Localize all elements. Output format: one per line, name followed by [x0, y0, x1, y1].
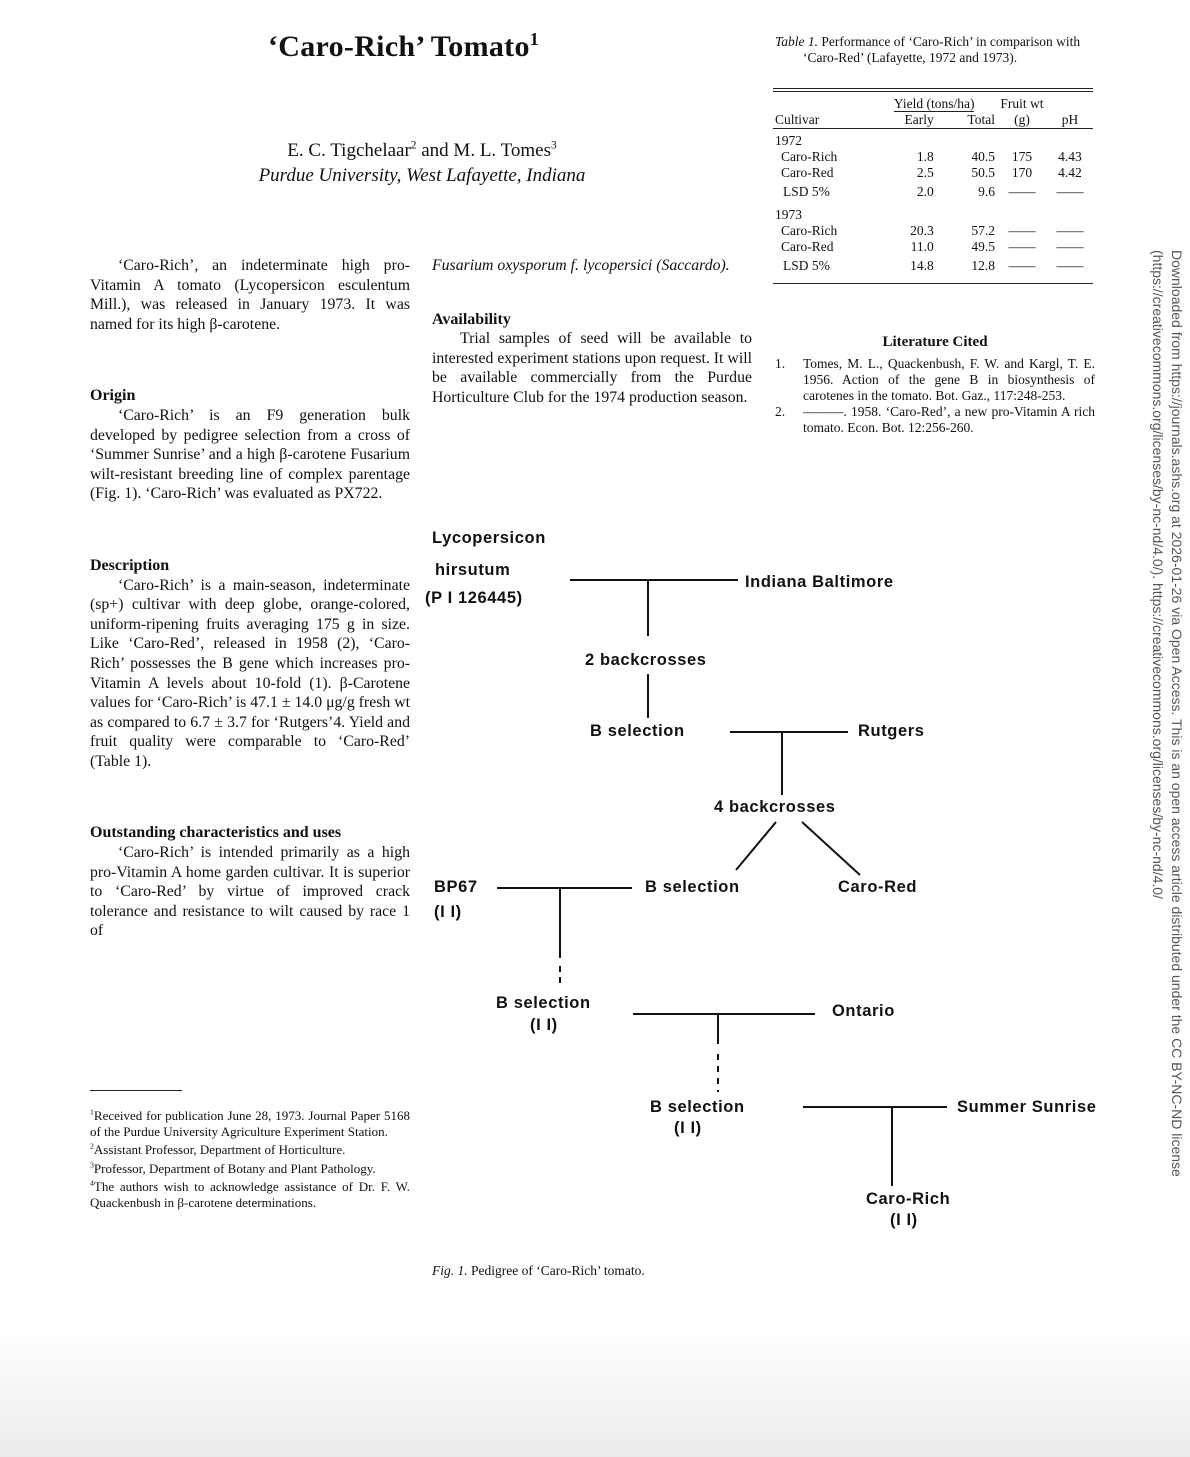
label-bp67-generation: (I I) [434, 903, 462, 921]
table-cell: 12.8 [971, 258, 995, 273]
table-cell: 175 [1011, 149, 1033, 164]
table-cell: Caro-Rich [781, 223, 838, 238]
table-cell: 49.5 [971, 239, 995, 254]
table-cell: LSD 5% [783, 258, 830, 273]
intro-paragraph: ‘Caro-Rich’, an indeterminate high pro-Vitamin A tomato (Lycopersicon esculentum Mill.), was released in January 1973. It was named for its high β-carotene. [90, 257, 410, 333]
label-2-backcrosses: 2 backcrosses [585, 651, 707, 669]
description-paragraph: ‘Caro-Rich’ is a main-season, indeterminate (sp+) cultivar with deep globe, orange-colored, uniform-ripening fruits averaging 175 g in size. Like ‘Caro-Red’, released in 1958 (2), ‘Caro-Rich’ possesses the B gene which increases pro-Vitamin A levels about 10-fold (1). β-Carotene values for ‘Caro-Rich’ is 47.1 ± 14.0 μg/g fresh wt as compared to 6.7 ± 3.7 for ‘Rutgers’4. Yield and fruit quality were comparable to ‘Caro-Red’ (Table 1). [90, 576, 410, 770]
header-cultivar: Cultivar [775, 112, 820, 127]
table-cell: 4.42 [1058, 165, 1082, 180]
year-label: 1972 [775, 133, 802, 148]
label-lycopersicon: Lycopersicon [432, 529, 546, 547]
table-cell: 9.6 [978, 184, 995, 199]
table-cell: 57.2 [971, 223, 995, 238]
label-b-selection-3-generation: (I I) [530, 1016, 558, 1034]
header-ph: pH [1061, 112, 1079, 127]
table-cell: —— [1056, 258, 1084, 273]
label-rutgers: Rutgers [858, 722, 925, 740]
table-cell: 20.3 [910, 223, 934, 238]
label-pi-126445: (P I 126445) [425, 589, 523, 607]
label-indiana-baltimore: Indiana Baltimore [745, 573, 894, 591]
download-notice: Downloaded from https://journals.ashs.org at 2026-01-26 via Open Access. This is an open access article distributed under the CC BY-NC-ND license (https://creativecommons.org/licenses/by-nc-nd/4.0/). https://creativecommons.org/licenses/by-nc-nd/4.0/ [1150, 250, 1185, 1177]
table-cell: LSD 5% [783, 184, 830, 199]
footnote-4: $^4$The authors wish to acknowledge assistance of Dr. F. W. Quackenbush in β-carotene determinations. [90, 1178, 410, 1210]
yield-group-header: Yield (tons/ha) [893, 96, 975, 111]
table-cell: —— [1056, 223, 1084, 238]
table-cell: Caro-Rich [781, 149, 838, 164]
footnotes [90, 1108, 410, 1213]
table-cell: Caro-Red [781, 239, 834, 254]
table-cell: —— [1008, 258, 1036, 273]
footnote-1: $^1$Received for publication June 28, 1973. Journal Paper 5168 of the Purdue University Agriculture Experiment Station. [90, 1107, 410, 1139]
header-fruit-wt: Fruit wt (g) [1000, 96, 1044, 127]
table-cell: 14.8 [910, 258, 934, 273]
table-cell: —— [1008, 223, 1036, 238]
year-label: 1973 [775, 207, 802, 222]
availability-paragraph: Trial samples of seed will be available to interested experiment stations upon request. It will be available commercially from the Purdue Horticulture Club for the 1974 production season. [432, 330, 752, 406]
header-total: Total [967, 112, 995, 127]
table-cell: 170 [1011, 165, 1033, 180]
table-cell: 2.5 [916, 165, 934, 180]
header-early: Early [904, 112, 934, 127]
availability-heading: Availability [432, 310, 511, 328]
table-cell: 2.0 [916, 184, 934, 199]
table-caption: Table 1. Performance of ‘Caro-Rich’ in comparison with ‘Caro-Red’ (Lafayette, 1972 and 1973). [775, 34, 1081, 65]
continued-text: Fusarium oxysporum f. lycopersici (Saccardo). [432, 257, 730, 274]
label-ontario: Ontario [832, 1002, 895, 1020]
table-cell: —— [1056, 239, 1084, 254]
label-caro-rich-generation: (I I) [890, 1211, 918, 1229]
literature-heading: Literature Cited [882, 334, 988, 350]
label-b-selection-4-generation: (I I) [674, 1119, 702, 1137]
footnote-rule [90, 1090, 182, 1091]
label-caro-rich: Caro-Rich [866, 1190, 951, 1208]
table-cell: 50.5 [971, 165, 995, 180]
table-cell: Caro-Red [781, 165, 834, 180]
article-title: ‘Caro-Rich’ Tomato$^1$ [268, 29, 540, 63]
label-b-selection-1: B selection [590, 722, 685, 740]
origin-paragraph: ‘Caro-Rich’ is an F9 generation bulk developed by pedigree selection from a cross of ‘Summer Sunrise’ and a high β-carotene Fusarium wilt-resistant breeding line of complex parentage (Fig. 1). ‘Caro-Rich’ was evaluated as PX722. [90, 406, 410, 503]
label-caro-red: Caro-Red [838, 878, 918, 896]
description-heading: Description [90, 556, 170, 574]
table-cell: —— [1008, 184, 1036, 199]
uses-paragraph: ‘Caro-Rich’ is intended primarily as a high pro-Vitamin A home garden cultivar. It is superior to ‘Caro-Red’ by virtue of improved crack tolerance and resistance to wilt caused by race 1 of [90, 844, 410, 940]
reference-1: 1. Tomes, M. L., Quackenbush, F. W. and Kargl, T. E. 1956. Action of the gene B in biosynthesis of carotenes in the tomato. Bot. Gaz., 117:248-253. [775, 356, 1095, 403]
table-cell: —— [1008, 239, 1036, 254]
affiliation: Purdue University, West Lafayette, Indiana [258, 165, 586, 186]
reference-2: 2. ———. 1958. ‘Caro-Red’, a new pro-Vitamin A rich tomato. Econ. Bot. 12:256-260. [775, 404, 1095, 435]
label-4-backcrosses: 4 backcrosses [714, 798, 836, 816]
table-cell: —— [1056, 184, 1084, 199]
authors: E. C. Tigchelaar$^2$ and M. L. Tomes$^3$ Purdue University, West Lafayette, Indiana [222, 138, 622, 188]
figure-caption: Fig. 1. Pedigree of ‘Caro-Rich’ tomato. [432, 1263, 645, 1278]
table-cell: 40.5 [971, 149, 995, 164]
label-summer-sunrise: Summer Sunrise [957, 1098, 1097, 1116]
label-b-selection-3: B selection [496, 994, 591, 1012]
table-cell: 1.8 [916, 149, 934, 164]
label-hirsutum: hirsutum [435, 561, 511, 579]
origin-heading: Origin [90, 387, 136, 405]
label-bp67: BP67 [434, 878, 478, 896]
uses-heading: Outstanding characteristics and uses [90, 824, 342, 842]
table-cell: 4.43 [1058, 149, 1082, 164]
footnote-2: $^2$Assistant Professor, Department of Horticulture. [90, 1141, 346, 1157]
label-b-selection-4: B selection [650, 1098, 745, 1116]
label-b-selection-2: B selection [645, 878, 740, 896]
footnote-3: $^3$Professor, Department of Botany and Plant Pathology. [90, 1160, 376, 1176]
table-cell: 11.0 [910, 239, 934, 254]
